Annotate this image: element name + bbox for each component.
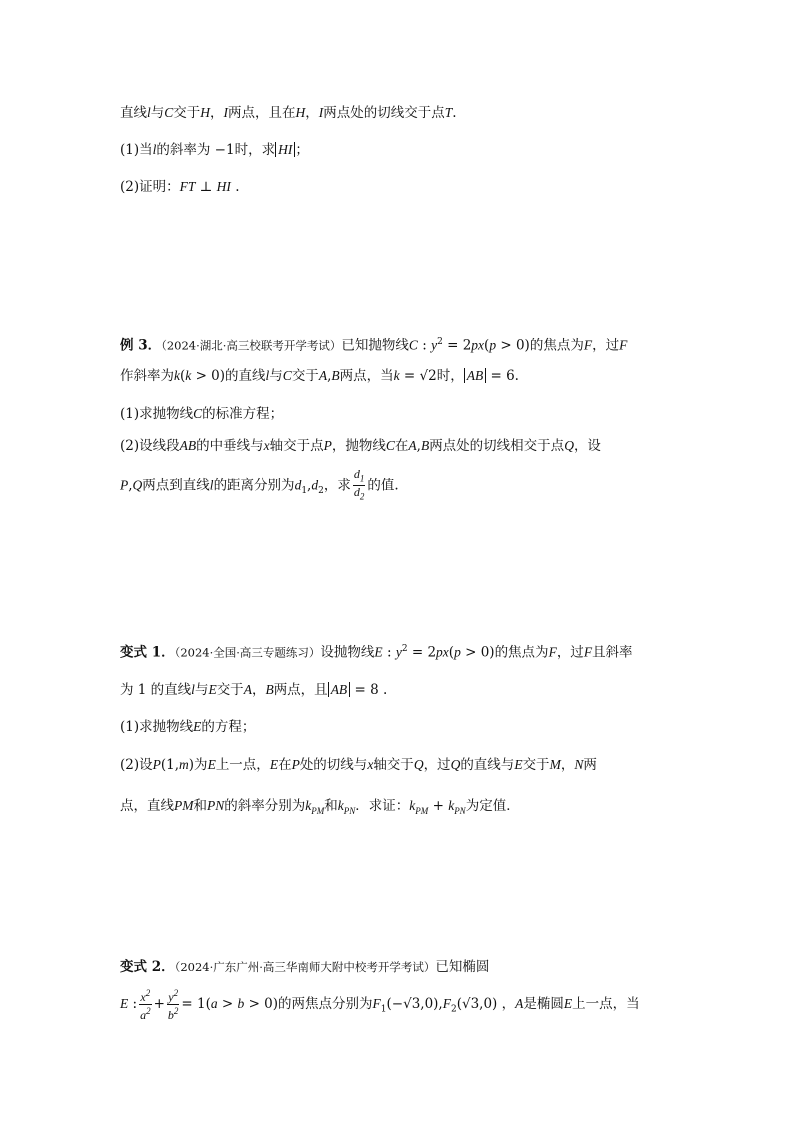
variant-2-source: （2024·广东广州·高三华南师大附中校考开学考试） — [174, 960, 436, 974]
variant-1-label: 变式 1． — [120, 644, 175, 661]
example-3-label: 例 3． — [120, 337, 162, 354]
continued-line-1: 直线l与C交于H，I两点，且在H，I两点处的切线交于点T. — [120, 105, 457, 121]
example-3-question-2-cont: P,Q两点到直线l的距离分别为$d_1,d_2$，求 $\frac{d_1}{d_2}$ 的值. — [120, 467, 399, 502]
variant-2-label: 变式 2． — [120, 959, 175, 975]
example-3-header: 例 3．（2024·湖北·高三校联考开学考试）已知抛物线C : $y^2 = 2px(p > 0)$的焦点为F，过F — [120, 337, 628, 354]
x-fraction: $\frac{x^2}{a^2}$ — [140, 988, 151, 1022]
example-3-question-1: (1)求抛物线C的标准方程； — [120, 406, 284, 422]
continued-question-1: (1)当l的斜率为 −1时，求 HI ； — [120, 142, 309, 158]
variant-1-line-2: 为 1 的直线l与E交于A，B两点，且 AB = 8 . — [120, 682, 388, 698]
example-3-source: （2024·湖北·高三校联考开学考试） — [161, 338, 342, 353]
variant-2-header: 变式 2．（2024·广东广州·高三华南师大附中校考开学考试）已知椭圆 — [120, 959, 490, 975]
variant-1-header: 变式 1．（2024·全国·高三专题练习）设抛物线E : $y^2 = 2px(p > 0)$的焦点为F，过F且斜率 — [120, 644, 633, 661]
example-3-line-2: 作斜率为k(k > 0)的直线l与C交于A,B两点，当k = √2时， AB = 6. — [120, 368, 519, 384]
continued-question-2: (2)证明：FT ⊥ HI . — [120, 179, 240, 195]
variant-1-question-2-cont: 点，直线PM和PN的斜率分别为$k_{PM}$和$k_{PN}$．求证：$k_{PM} + k_{PN}$为定值． — [120, 798, 520, 816]
variant-1-question-2: (2)设P(1,m)为E上一点，E在P处的切线与x轴交于Q，过Q的直线与E交于M，N两 — [120, 757, 597, 773]
variant-1-source: （2024·全国·高三专题练习） — [174, 645, 321, 660]
ratio-fraction: $\frac{d_1}{d_2}$ — [353, 467, 365, 502]
variant-1-question-1: (1)求抛物线E的方程； — [120, 719, 256, 735]
variant-2-line-2: E : $\frac{x^2}{a^2}$ + $\frac{y^2}{b^2}$ = 1(a > b > 0)的两焦点分别为$F_1(-√3,0),F_2(√3,0)$ ，A是椭圆E上一点，当 — [120, 988, 640, 1022]
example-3-question-2: (2)设线段AB的中垂线与x轴交于点P，抛物线C在A,B两点处的切线相交于点Q，设 — [120, 438, 601, 454]
y-fraction: $\frac{y^2}{b^2}$ — [167, 988, 179, 1022]
